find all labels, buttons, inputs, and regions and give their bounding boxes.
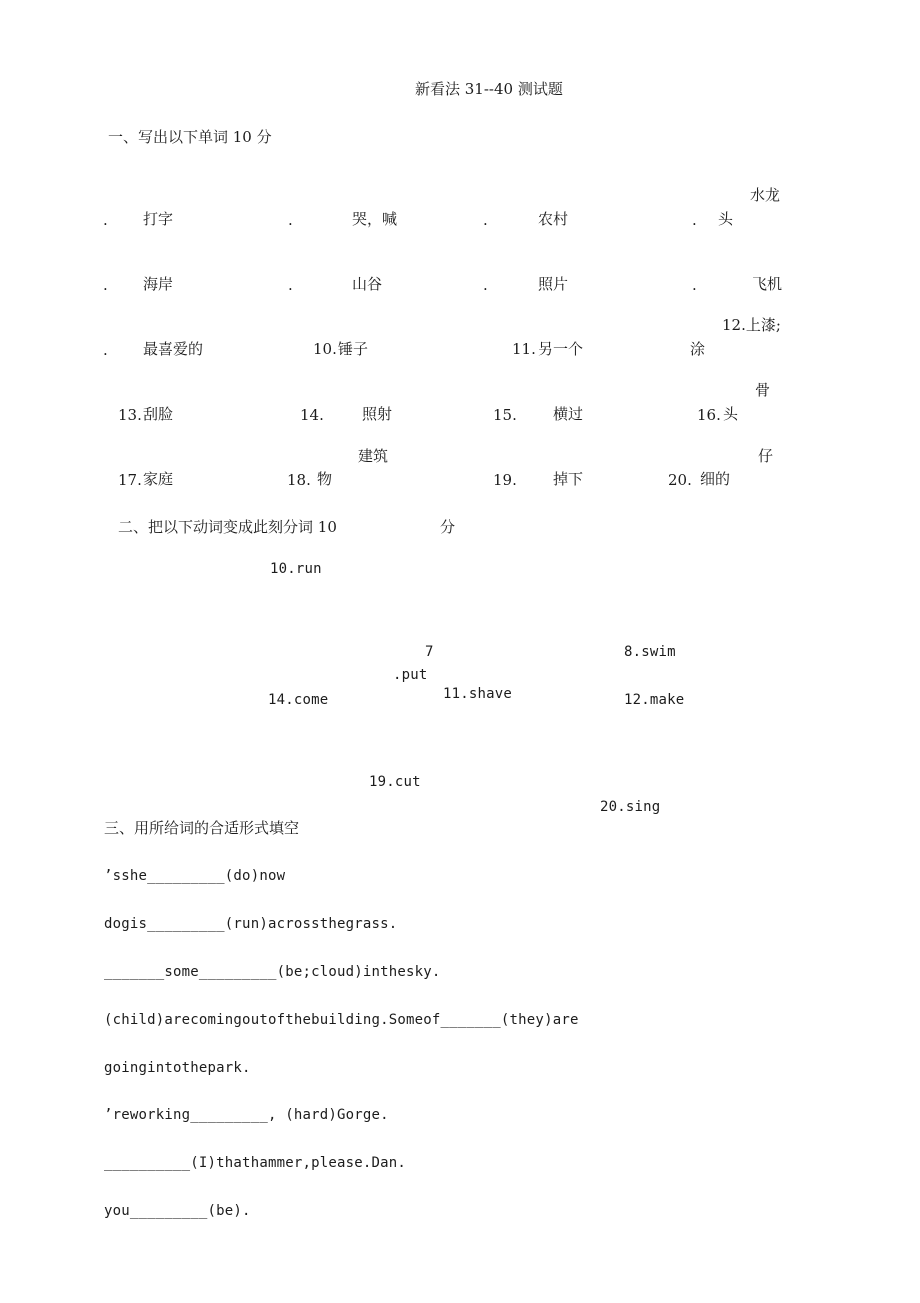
word-marker-18: 18. — [287, 471, 311, 489]
verb-item-7: 7 — [425, 644, 434, 660]
word-marker-3: . — [483, 211, 488, 229]
word-marker-17: 17. — [118, 471, 142, 489]
word-marker-11: 11. — [512, 340, 536, 358]
page-title: 新看法 31--40 测试题 — [415, 80, 563, 98]
word-cell-above-18: 建筑 — [358, 447, 389, 465]
verb-item-put: .put — [393, 667, 428, 683]
fill-line-8: you_________(be). — [104, 1203, 251, 1219]
verb-item-11-shave: 11.shave — [443, 686, 513, 702]
word-marker-13: 13. — [118, 406, 142, 424]
section-1-heading: 一、写出以下单词 10 分 — [108, 128, 272, 146]
word-marker-16: 16. — [697, 406, 721, 424]
word-text-8: 飞机 — [752, 275, 783, 293]
word-cell-above-12: 12.上漆; — [722, 316, 781, 334]
word-marker-1: . — [103, 211, 108, 229]
fill-line-5: goingintothepark. — [104, 1060, 251, 1076]
word-text-17: 家庭 — [143, 470, 174, 488]
fill-line-1: ’sshe_________(do)now — [104, 868, 286, 884]
word-marker-14: 14. — [300, 406, 324, 424]
word-text-9: 最喜爱的 — [143, 340, 204, 358]
word-marker-6: . — [288, 276, 293, 294]
verb-item-8-swim: 8.swim — [624, 644, 676, 660]
fill-line-7: __________(I)thathammer,please.Dan. — [104, 1155, 407, 1171]
word-text-11: 另一个 — [538, 340, 584, 358]
word-marker-2: . — [288, 211, 293, 229]
fill-line-2: dogis_________(run)acrossthegrass. — [104, 916, 398, 932]
word-marker-20: 20. — [668, 471, 692, 489]
section-2-heading-score: 分 — [440, 518, 456, 536]
word-text-13: 刮脸 — [143, 405, 174, 423]
verb-item-12-make: 12.make — [624, 692, 685, 708]
word-marker-19: 19. — [493, 471, 517, 489]
verb-item-10-run: 10.run — [270, 561, 322, 577]
word-marker-9: . — [103, 341, 108, 359]
section-2-heading: 二、把以下动词变成此刻分词 10 — [118, 518, 337, 536]
word-text-2: 哭，喊 — [352, 210, 398, 228]
word-marker-5: . — [103, 276, 108, 294]
word-text-1: 打字 — [143, 210, 174, 228]
word-text-19: 掉下 — [553, 470, 584, 488]
section-3-heading: 三、用所给词的合适形式填空 — [104, 819, 300, 837]
fill-line-3: _______some_________(be;cloud)inthesky. — [104, 964, 441, 980]
word-text-5: 海岸 — [143, 275, 174, 293]
word-marker-15: 15. — [493, 406, 517, 424]
word-marker-10: 10. — [313, 340, 337, 358]
word-text-18: 物 — [317, 470, 333, 488]
word-text-20: 细的 — [700, 470, 731, 488]
word-marker-7: . — [483, 276, 488, 294]
word-text-7: 照片 — [538, 275, 569, 293]
word-marker-8: . — [692, 276, 697, 294]
word-text-12: 涂 — [690, 340, 706, 358]
word-text-16: 头 — [723, 405, 739, 423]
word-cell-above-20: 仔 — [758, 447, 774, 465]
word-cell-above-4: 水龙 — [750, 186, 781, 204]
word-marker-4: . — [692, 211, 697, 229]
word-text-6: 山谷 — [352, 275, 383, 293]
fill-line-6: ’reworking_________, (hard)Gorge. — [104, 1107, 389, 1123]
word-cell-above-16: 骨 — [755, 381, 771, 399]
word-text-15: 横过 — [553, 405, 584, 423]
fill-line-4: (child)arecomingoutofthebuilding.Someof_______(they)are — [104, 1012, 579, 1028]
verb-item-19-cut: 19.cut — [369, 774, 421, 790]
word-text-3: 农村 — [538, 210, 569, 228]
verb-item-14-come: 14.come — [268, 692, 329, 708]
verb-item-20-sing: 20.sing — [600, 799, 661, 815]
word-text-14: 照射 — [362, 405, 393, 423]
word-text-4: 头 — [718, 210, 734, 228]
word-text-10: 锤子 — [338, 340, 369, 358]
